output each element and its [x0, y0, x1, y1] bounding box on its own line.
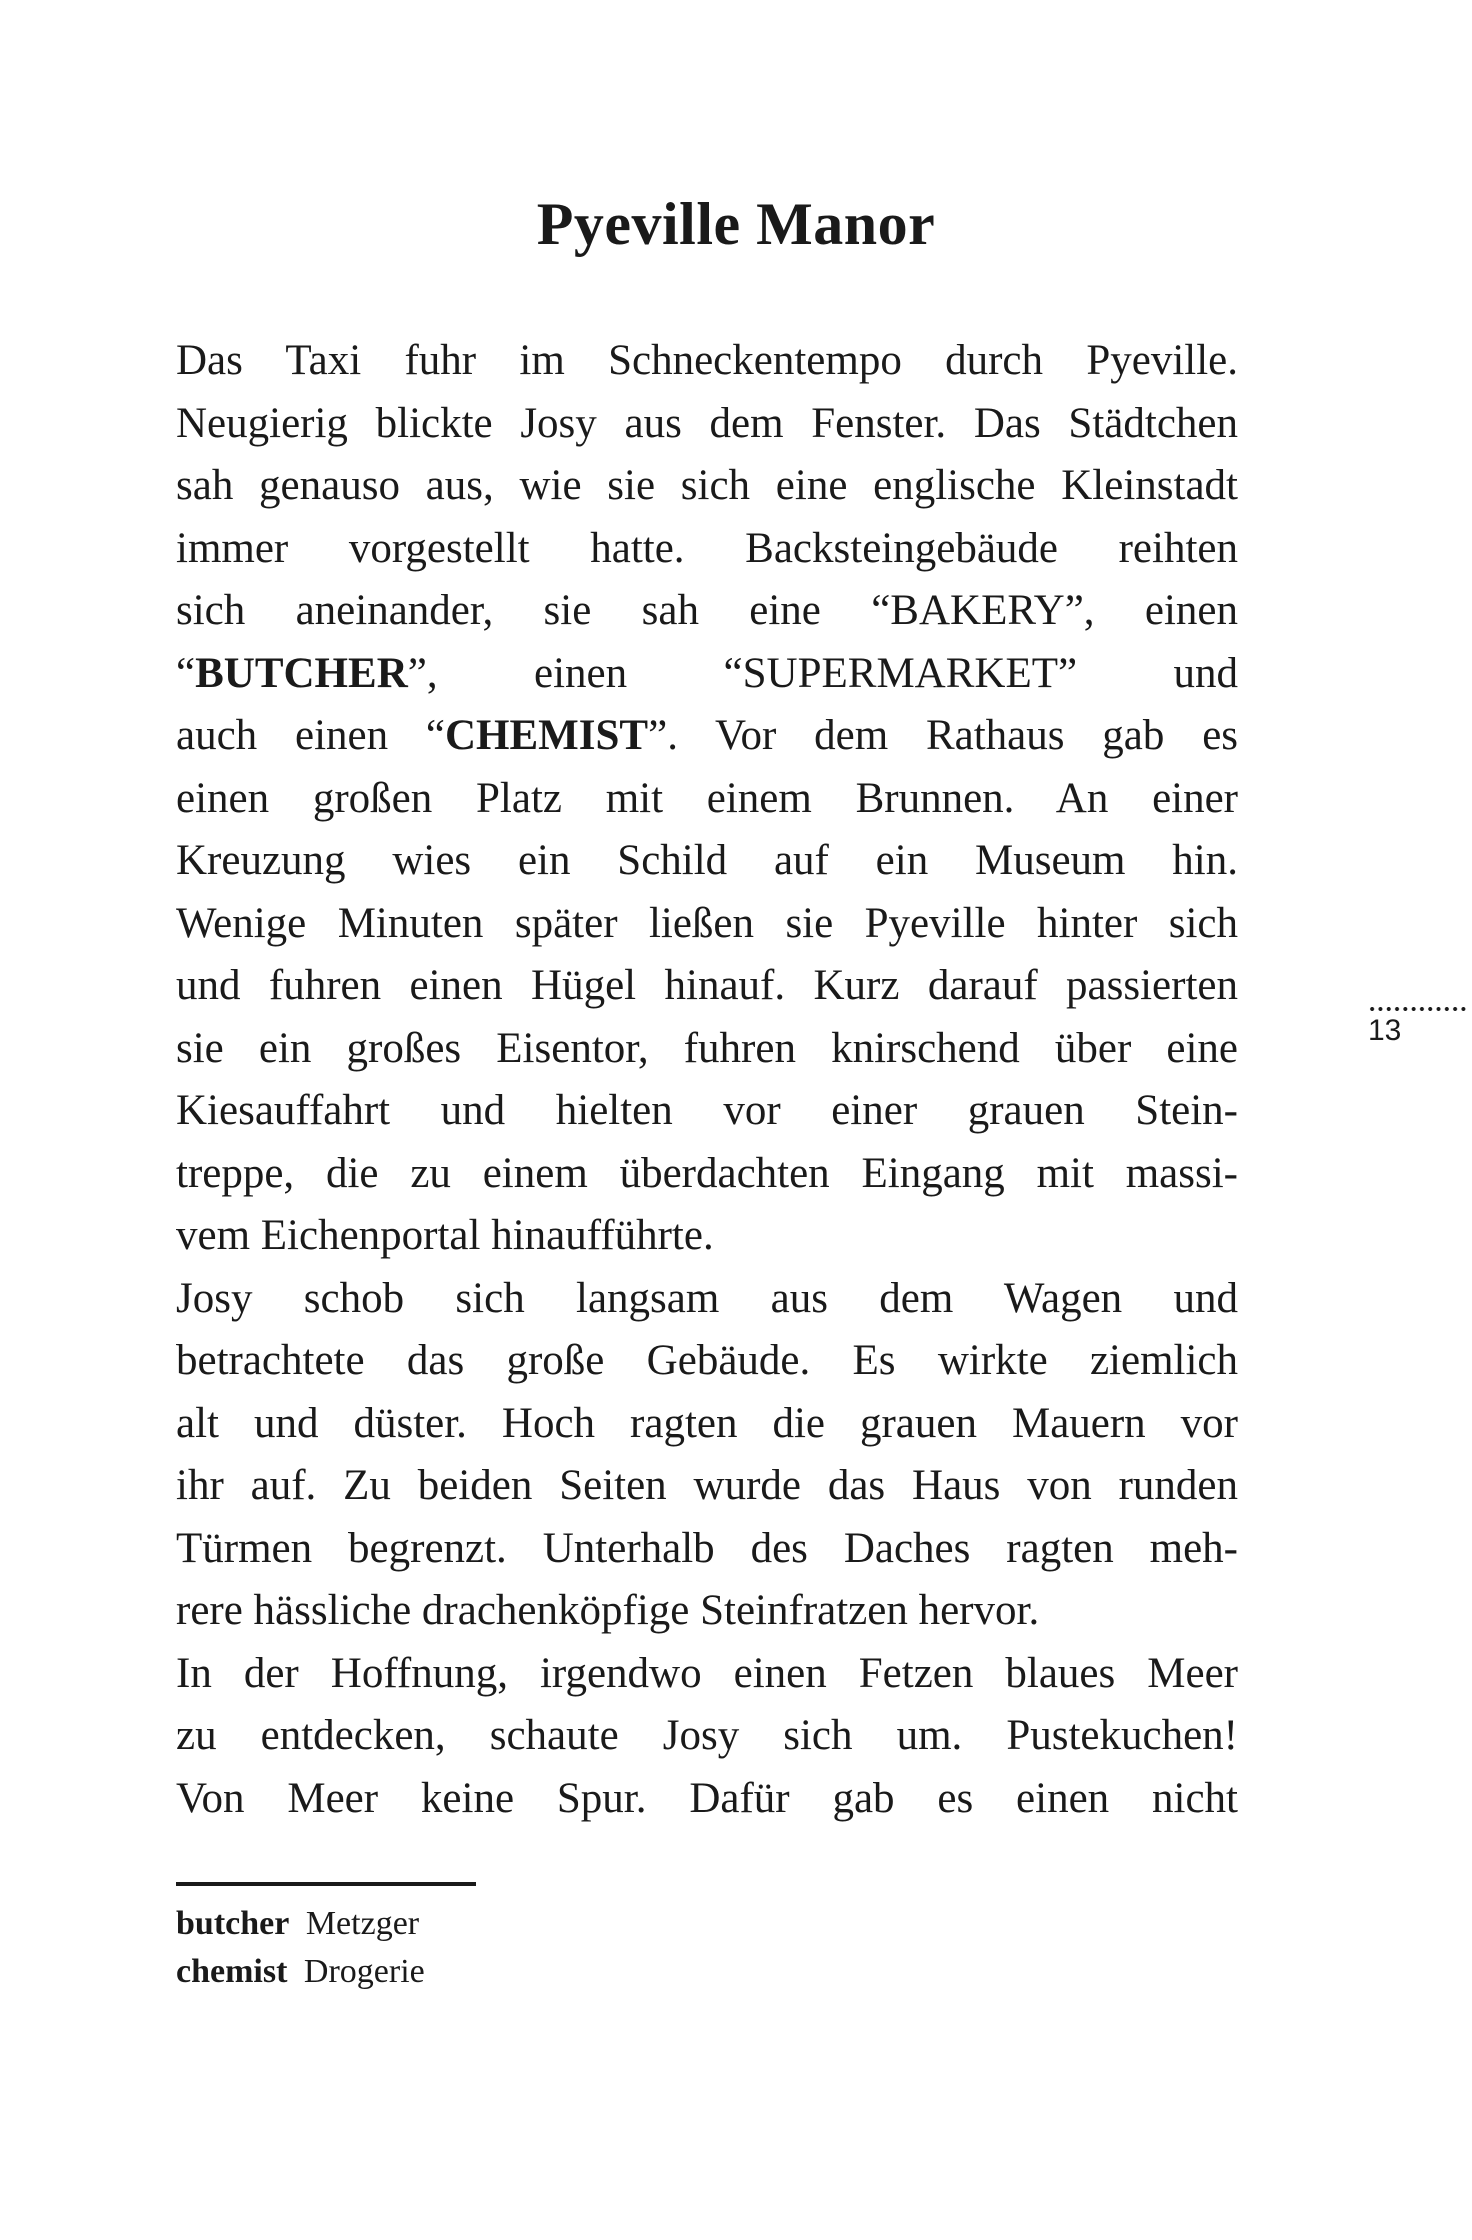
- glossary-translation: Drogerie: [303, 1953, 425, 1990]
- chapter-title: Pyeville Manor: [536, 191, 936, 257]
- dotted-rule: [1368, 1006, 1468, 1012]
- text-line: immer vorgestellt hatte. Backsteingebäude reihten: [176, 524, 1238, 572]
- text-line: alt und düster. Hoch ragten die grauen Mauern vor: [176, 1399, 1238, 1447]
- body-text: [176, 330, 1238, 1830]
- text-line: sah genauso aus, wie sie sich eine englische Kleinstadt: [176, 462, 1238, 509]
- text-line: vem Eichenportal hinaufführte.: [176, 1212, 714, 1259]
- page-number: 13: [1368, 1014, 1402, 1047]
- text-line: Von Meer keine Spur. Dafür gab es einen nicht: [176, 1774, 1238, 1822]
- text-line: Wenige Minuten später ließen sie Pyeville hinter sich: [176, 899, 1238, 947]
- text-line: zu entdecken, schaute Josy sich um. Pustekuchen!: [176, 1712, 1238, 1759]
- footnote-divider: [176, 1882, 476, 1886]
- text-line: betrachtete das große Gebäude. Es wirkte ziemlich: [176, 1337, 1238, 1384]
- text-line: Das Taxi fuhr im Schneckentempo durch Pyeville.: [176, 337, 1238, 384]
- page-marker: [1368, 1006, 1468, 1048]
- vocab-word-chemist: CHEMIST: [445, 712, 649, 759]
- text-line: auch einen “CHEMIST”. Vor dem Rathaus gab es: [176, 712, 1239, 759]
- text-line: ihr auf. Zu beiden Seiten wurde das Haus von runden: [176, 1462, 1238, 1509]
- vocab-word-butcher: BUTCHER: [195, 649, 408, 697]
- text-line: Kreuzung wies ein Schild auf ein Museum hin.: [176, 837, 1238, 884]
- text-line: Neugierig blickte Josy aus dem Fenster. Das Städtchen: [176, 399, 1238, 447]
- text-line: sie ein großes Eisentor, fuhren knirschend über eine: [176, 1024, 1238, 1072]
- text-line: Türmen begrenzt. Unterhalb des Daches ragten meh-: [176, 1524, 1238, 1572]
- glossary: [176, 1900, 425, 1996]
- text-line: Josy schob sich langsam aus dem Wagen und: [176, 1274, 1238, 1322]
- text-line: “BUTCHER”, einen “SUPERMARKET” und: [176, 649, 1238, 697]
- glossary-entry: [176, 1948, 425, 1996]
- text-line: Kiesauffahrt und hielten vor einer grauen Stein-: [176, 1087, 1238, 1134]
- text-line: sich aneinander, sie sah eine “BAKERY”, einen: [176, 587, 1238, 634]
- glossary-term: butcher: [176, 1905, 290, 1942]
- text-line: einen großen Platz mit einem Brunnen. An einer: [176, 774, 1238, 822]
- text-line: und fuhren einen Hügel hinauf. Kurz darauf passierten: [176, 962, 1238, 1009]
- text-line: treppe, die zu einem überdachten Eingang mit massi-: [176, 1149, 1238, 1197]
- glossary-translation: Metzger: [305, 1905, 420, 1942]
- text-line: In der Hoffnung, irgendwo einen Fetzen blaues Meer: [176, 1649, 1238, 1697]
- glossary-entry: [176, 1900, 425, 1948]
- glossary-term: chemist: [176, 1953, 288, 1990]
- text-line: rere hässliche drachenköpfige Steinfratzen hervor.: [176, 1587, 1040, 1634]
